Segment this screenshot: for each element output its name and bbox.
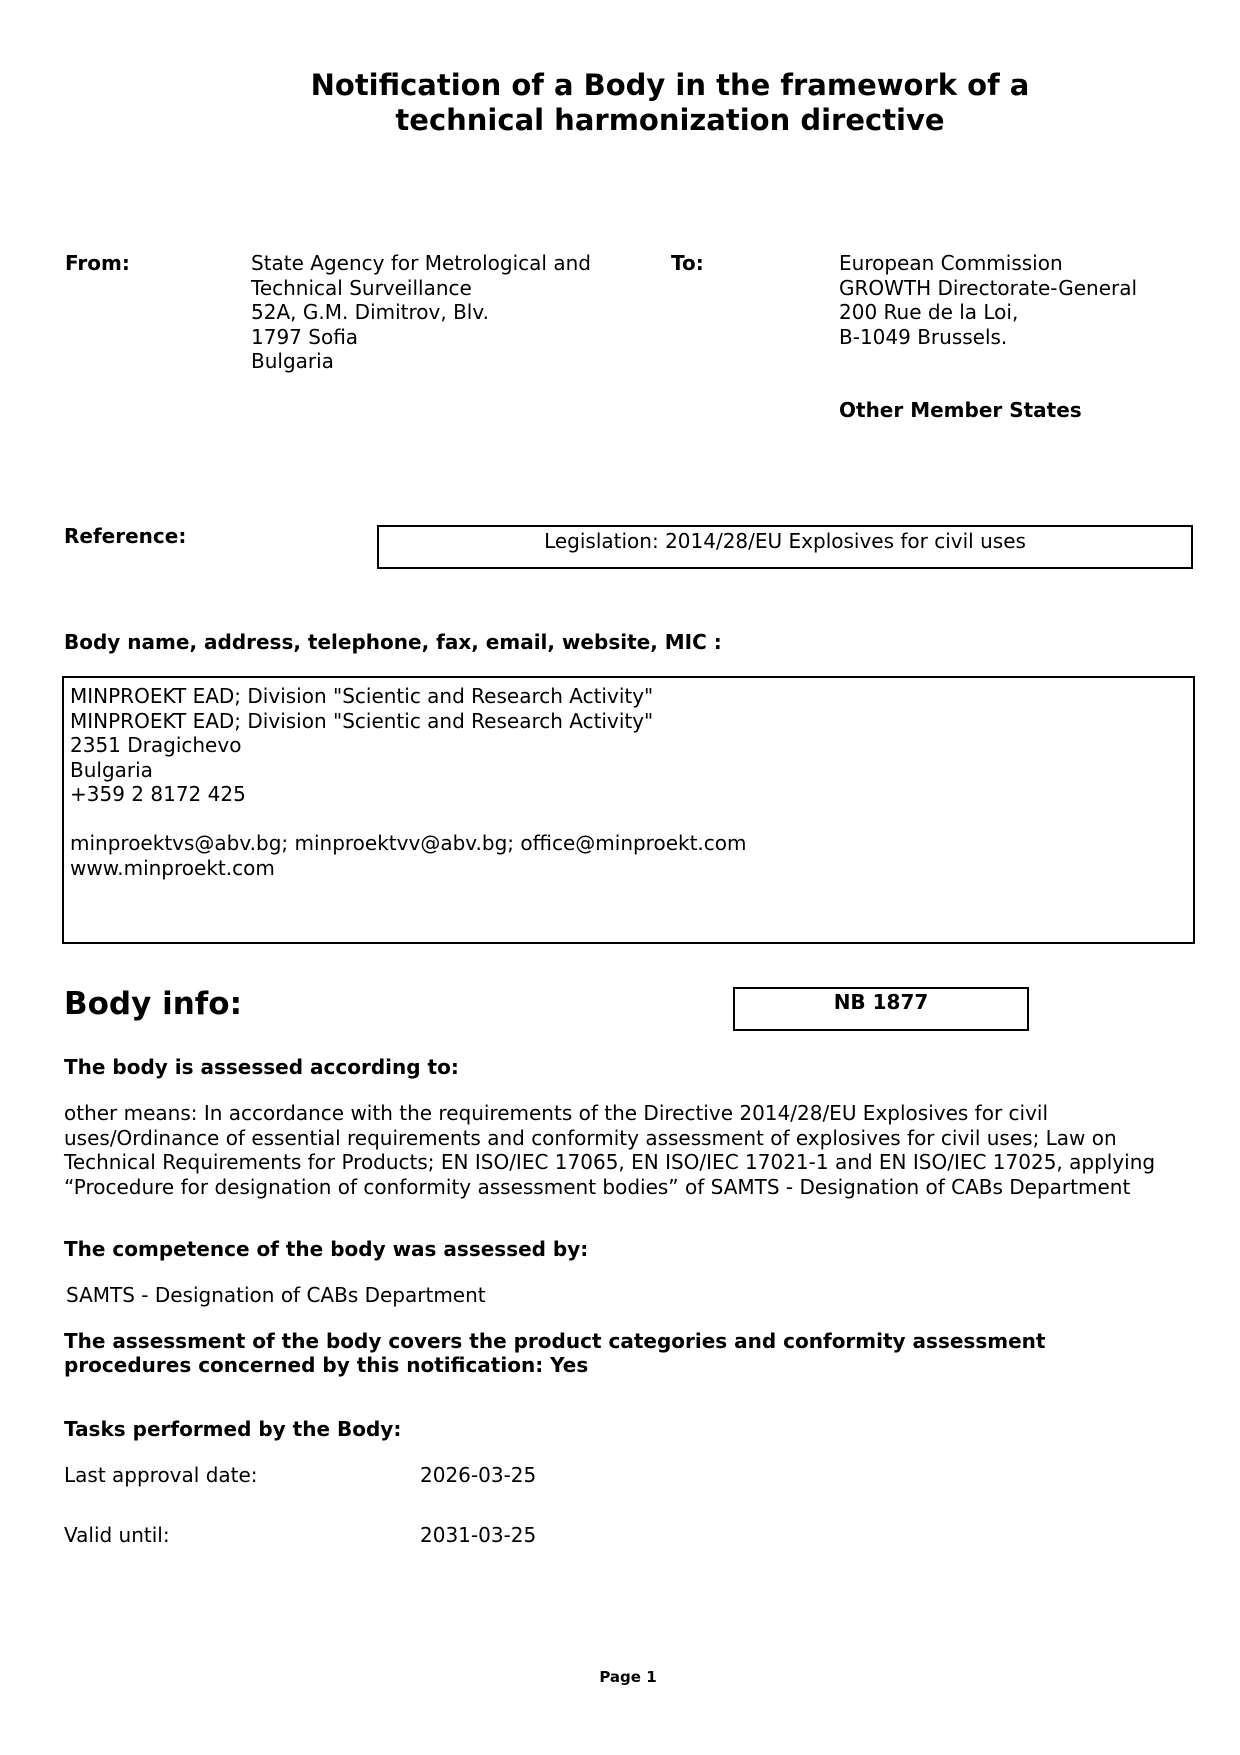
to-address [839,251,1137,349]
to-label: To: [671,251,704,275]
body-website-line: www.minproekt.com [70,855,275,880]
reference-box: Legislation: 2014/28/EU Explosives for civil uses [377,525,1193,569]
valid-until-value: 2031-03-25 [420,1523,537,1547]
reference-label: Reference: [64,524,187,548]
last-approval-label: Last approval date: [64,1463,258,1487]
from-line: State Agency for Metrological and [251,251,591,275]
body-country-line: Bulgaria [70,757,153,782]
body-contact-box [62,676,1195,944]
from-line: Technical Surveillance [251,275,472,300]
valid-until-label: Valid until: [64,1523,170,1547]
body-name-line: MINPROEKT EAD; Division "Scientic and Research Activity" [70,708,654,733]
body-info-heading: Body info: [64,986,242,1022]
from-line: 1797 Sofia [251,324,359,349]
from-label: From: [65,251,130,275]
body-address-line: 2351 Dragichevo [70,733,242,757]
from-line: 52A, G.M. Dimitrov, Blv. [251,300,489,324]
page-number: Page 1 [599,1668,657,1686]
body-name-line: MINPROEKT EAD; Division "Scientic and Research Activity" [70,684,654,708]
tasks-label: Tasks performed by the Body: [64,1417,402,1441]
competence-value: SAMTS - Designation of CABs Department [66,1283,486,1307]
to-line: GROWTH Directorate-General [839,275,1138,300]
title-line-2: technical harmonization directive [395,103,945,137]
from-line: Bulgaria [251,349,334,373]
body-phone-line: +359 2 8172 425 [70,782,246,806]
from-address [251,251,591,374]
title-line-1: Notification of a Body in the framework of a [310,68,1030,102]
assessed-according-label: The body is assessed according to: [64,1055,459,1079]
to-line: B-1049 Brussels. [839,324,1008,349]
body-contact-label: Body name, address, telephone, fax, email, website, MIC : [64,630,722,654]
blank-line [70,807,1187,832]
nb-number-box: NB 1877 [733,987,1029,1031]
to-line: European Commission [839,251,1063,275]
other-member-states: Other Member States [839,398,1082,422]
coverage-statement: The assessment of the body covers the product categories and conformity assessment procedures concerned by this notification: Yes [64,1329,1046,1377]
assessed-according-text: other means: In accordance with the requirements of the Directive 2014/28/EU Explosives for civil uses/Ordinance of essential requirements and conformity assessment of explosives for civil uses; Law on Technical Requirements for Products; EN ISO/IEC 17065, EN ISO/IEC 17021-1 and EN ISO/IEC 17025, applying “Procedure for designation of conformity assessment bodies” of SAMTS - Designation of CABs Department [64,1101,1156,1199]
to-line: 200 Rue de la Loi, [839,300,1019,324]
page-title [0,68,1240,138]
last-approval-value: 2026-03-25 [420,1463,537,1487]
body-email-line: minproektvs@abv.bg; minproektvv@abv.bg; office@minproekt.com [70,831,747,855]
competence-label: The competence of the body was assessed by: [64,1237,589,1261]
